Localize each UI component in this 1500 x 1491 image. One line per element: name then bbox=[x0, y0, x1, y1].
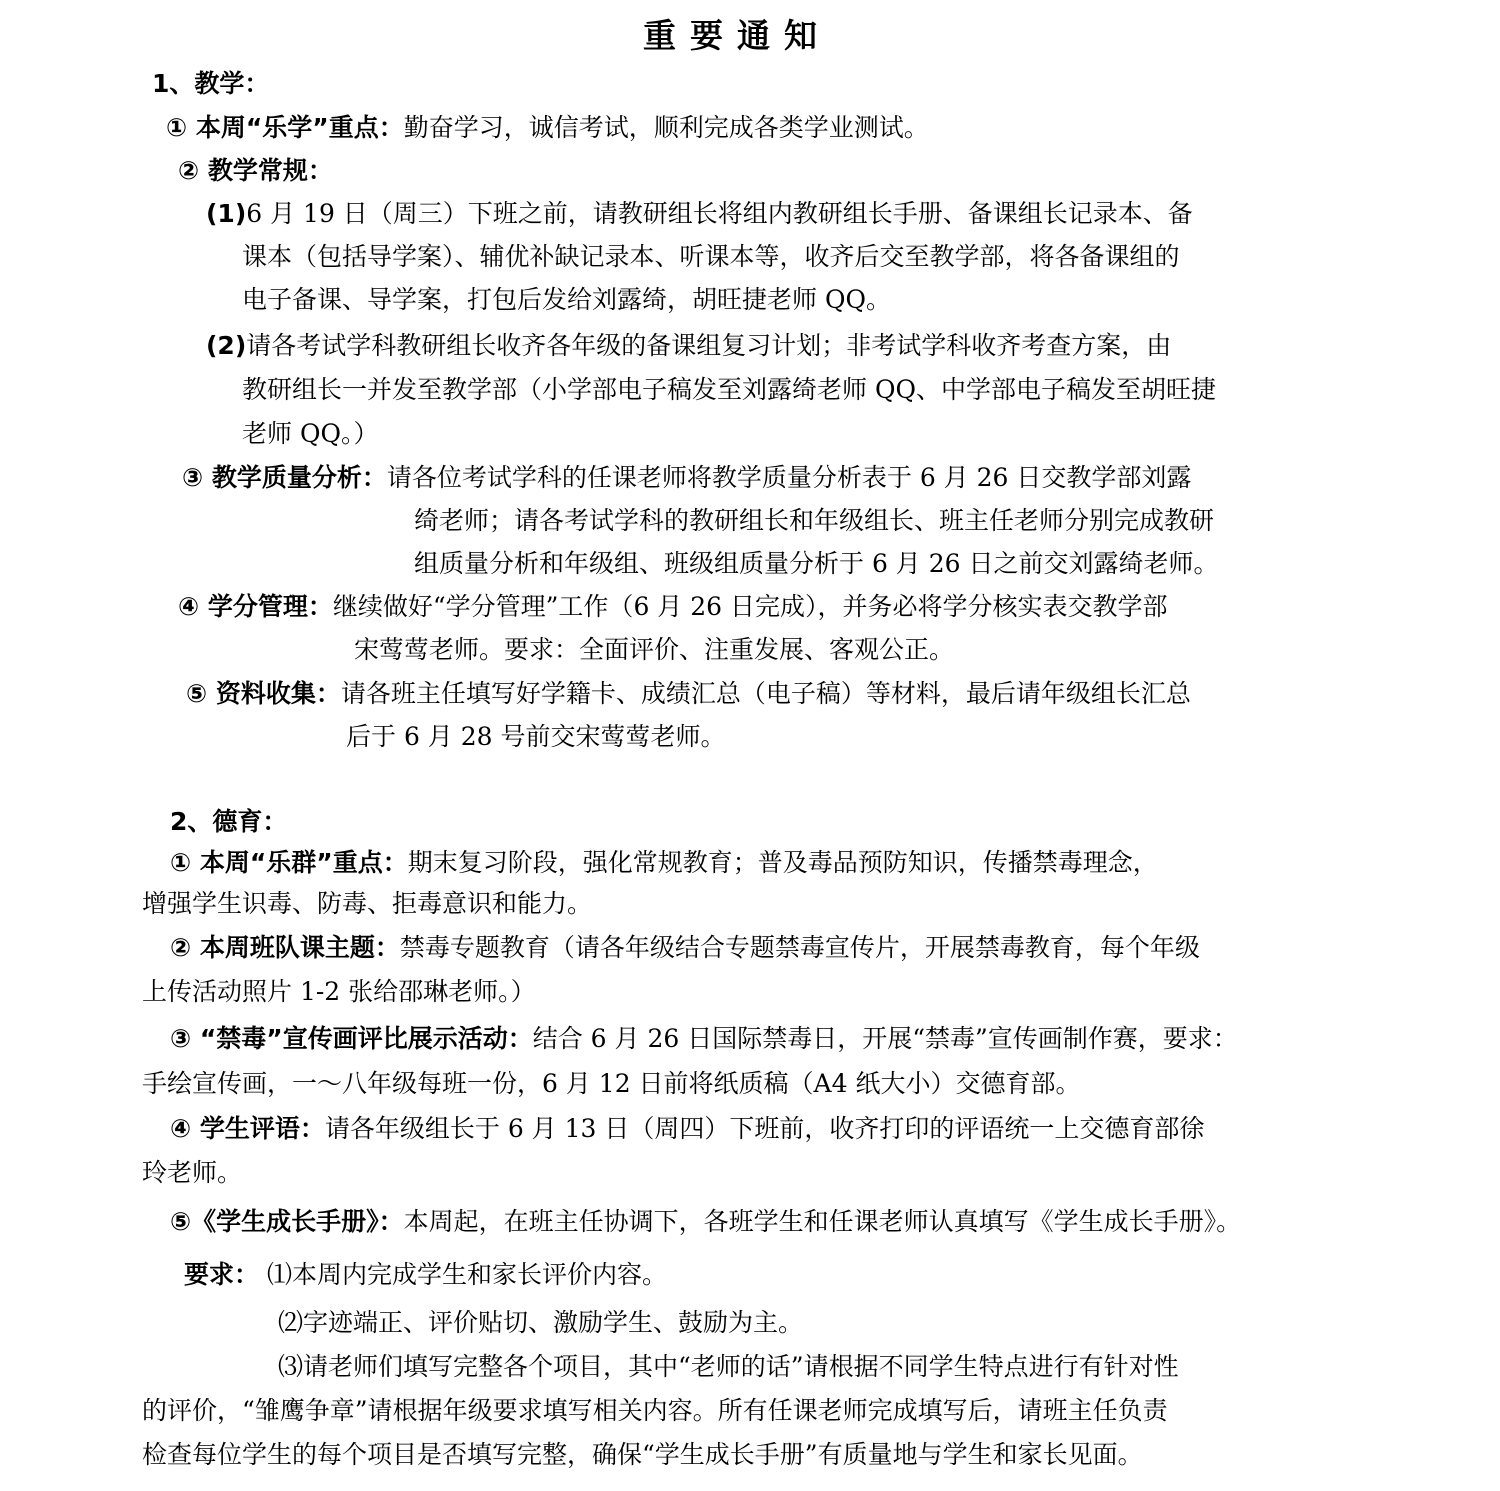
item-2-2-line2: 上传活动照片 1-2 张给邵琳老师。） bbox=[142, 977, 536, 1006]
item-2-3-label: ③ “禁毒”宣传画评比展示活动： bbox=[170, 1024, 533, 1053]
item-2-2-label: ② 本周班队课主题： bbox=[170, 933, 400, 962]
item-1-2-1-line3: 电子备课、导学案，打包后发给刘露绮，胡旺捷老师 QQ。 bbox=[242, 285, 891, 314]
section-2-heading: 2、德育： bbox=[170, 807, 288, 836]
document-title: 重要通知 bbox=[643, 16, 831, 55]
sub-1-label: (1) bbox=[206, 199, 247, 228]
item-1-2-1-line1: (1)6 月 19 日（周三）下班之前，请教研组长将组内教研组长手册、备课组长记录本、备 bbox=[206, 199, 1193, 228]
sub-2-label: (2) bbox=[206, 331, 247, 360]
item-1-2-1-line2: 课本（包括导学案）、辅优补缺记录本、听课本等，收齐后交至教学部，将各备课组的 bbox=[242, 242, 1180, 271]
section-1-heading: 1、教学： bbox=[152, 69, 270, 98]
item-2-4-label: ④ 学生评语： bbox=[170, 1114, 325, 1143]
requirements-line5: 检查每位学生的每个项目是否填写完整，确保“学生成长手册”有质量地与学生和家长见面。 bbox=[142, 1440, 1143, 1469]
item-2-1-line2: 增强学生识毒、防毒、拒毒意识和能力。 bbox=[142, 889, 593, 918]
item-1-3-line1: ③ 教学质量分析：请各位考试学科的任课老师将教学质量分析表于 6 月 26 日交教学部刘露 bbox=[182, 463, 1192, 492]
item-1-1-label: ① 本周“乐学”重点： bbox=[166, 113, 404, 142]
item-1-1-text: 勤奋学习，诚信考试，顺利完成各类学业测试。 bbox=[403, 113, 929, 142]
requirements-line2: ⑵字迹端正、评价贴切、激励学生、鼓励为主。 bbox=[278, 1308, 804, 1337]
item-1-4-line2: 宋莺莺老师。要求：全面评价、注重发展、客观公正。 bbox=[354, 635, 955, 664]
item-2-5-label: ⑤《学生成长手册》： bbox=[170, 1207, 404, 1236]
item-1-2-heading: ② 教学常规： bbox=[178, 156, 333, 185]
item-1-5-label: ⑤ 资料收集： bbox=[186, 679, 341, 708]
item-2-1-line1: ① 本周“乐群”重点：期末复习阶段，强化常规教育；普及毒品预防知识，传播禁毒理念， bbox=[170, 848, 1158, 877]
requirements-line3: ⑶请老师们填写完整各个项目，其中“老师的话”请根据不同学生特点进行有针对性 bbox=[278, 1352, 1179, 1381]
item-1-5-line2: 后于 6 月 28 号前交宋莺莺老师。 bbox=[346, 722, 726, 751]
item-1-3-line2: 绮老师；请各考试学科的教研组长和年级组长、班主任老师分别完成教研 bbox=[414, 506, 1215, 535]
item-1-3-label: ③ 教学质量分析： bbox=[182, 463, 387, 492]
item-2-4-line2: 玲老师。 bbox=[142, 1158, 243, 1187]
item-1-2-2-line1: (2)请各考试学科教研组长收齐各年级的备课组复习计划；非考试学科收齐考查方案，由 bbox=[206, 331, 1172, 360]
item-1-1 bbox=[166, 106, 929, 149]
requirements-label: 要求： bbox=[184, 1260, 260, 1289]
requirements-line4: 的评价，“雏鹰争章”请根据年级要求填写相关内容。所有任课老师完成填写后，请班主任负责 bbox=[142, 1396, 1168, 1425]
item-1-2-2-line2: 教研组长一并发至教学部（小学部电子稿发至刘露绮老师 QQ、中学部电子稿发至胡旺捷 bbox=[242, 375, 1216, 404]
item-1-2-2-line3: 老师 QQ。） bbox=[242, 419, 379, 448]
item-2-2-line1: ② 本周班队课主题：禁毒专题教育（请各年级结合专题禁毒宣传片，开展禁毒教育，每个年级 bbox=[170, 933, 1200, 962]
item-2-5: ⑤《学生成长手册》：本周起，在班主任协调下，各班学生和任课老师认真填写《学生成长手册》。 bbox=[170, 1207, 1242, 1236]
item-1-3-line3: 组质量分析和年级组、班级组质量分析于 6 月 26 日之前交刘露绮老师。 bbox=[414, 549, 1219, 578]
item-2-1-label: ① 本周“乐群”重点： bbox=[170, 848, 408, 877]
item-2-4-line1: ④ 学生评语：请各年级组长于 6 月 13 日（周四）下班前，收齐打印的评语统一上交德育部徐 bbox=[170, 1114, 1205, 1143]
item-1-4-line1: ④ 学分管理：继续做好“学分管理”工作（6 月 26 日完成），并务必将学分核实表交教学部 bbox=[178, 592, 1168, 621]
item-1-4-label: ④ 学分管理： bbox=[178, 592, 333, 621]
requirements-line1: 要求： ⑴本周内完成学生和家长评价内容。 bbox=[184, 1260, 667, 1289]
item-2-3-line2: 手绘宣传画，一～八年级每班一份，6 月 12 日前将纸质稿（A4 纸大小）交德育部。 bbox=[142, 1069, 1081, 1098]
item-2-3-line1: ③ “禁毒”宣传画评比展示活动：结合 6 月 26 日国际禁毒日，开展“禁毒”宣传画制作赛，要求： bbox=[170, 1024, 1238, 1053]
item-1-5-line1: ⑤ 资料收集：请各班主任填写好学籍卡、成绩汇总（电子稿）等材料，最后请年级组长汇总 bbox=[186, 679, 1191, 708]
